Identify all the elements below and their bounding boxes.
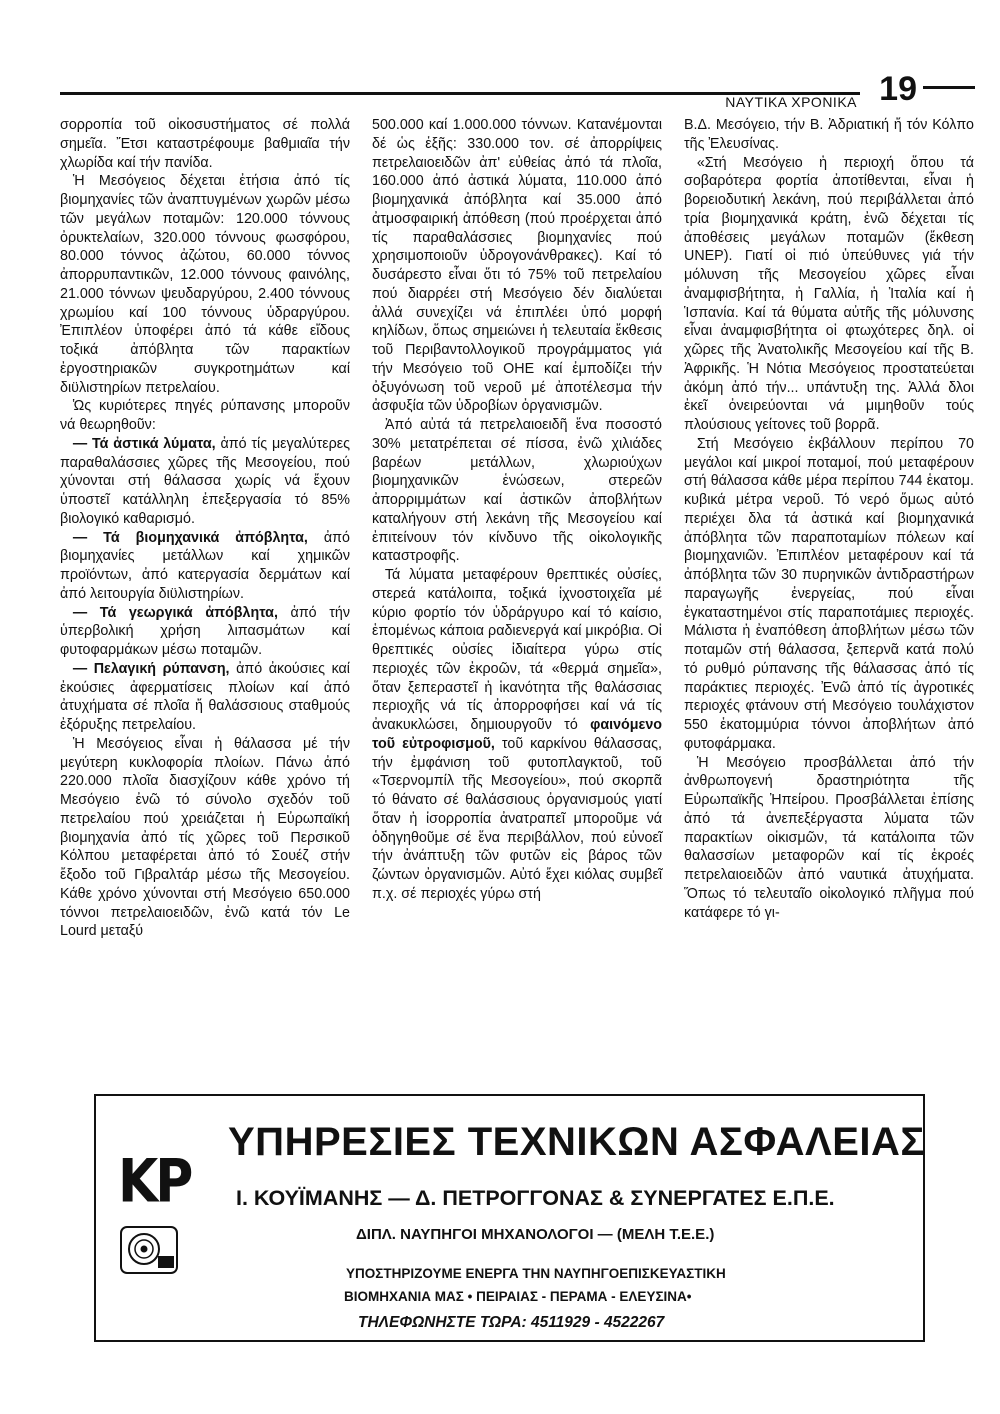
advertisement-box [94,1094,925,1342]
paragraph [60,435,350,529]
paragraph [60,604,350,660]
paragraph: Ἡ Μεσόγειος δέχεται ἐτήσια ἀπό τίς βιομηχανίες τῶν ἀναπτυγμένων χωρῶν μέσω τῶν μεγάλων ποταμῶν: 120.000 τόννους ὀρυκτελαίων, 320.000 τόννους φωσφόρου, 80.000 τόννος ἀζώτου, 60.000 τόννος ἀπορρυπαντικῶν, 12.000 τόννους φαινόλης, 21.000 τόννων ψευδαργύρου, 2.400 τόννους χρωμίου καί 100 τόννους ὑδραργύρου. Ἐπιπλέον ὑποφέρει ἀπό τά κάθε εἴδους τοξικά ἀπόβλητα τῶν παρακτίων ἐργοστηριακῶν συγκροτημάτων καί διϋλιστηρίων πετρελαίου. [60,173,350,396]
paragraph-text: τοῦ καρκίνου θάλασσας, τήν ἐμφάνιση τοῦ φυτοπλαγκτοῦ, τοῦ «Τσερνομπίλ τῆς Μεσογείου», πού σκορπᾶ τό θάνατο σέ θαλάσσιους ὀργανισμούς γιατί ὅταν ἡ ἰσορροπία ἀνατραπεῖ μποροῦμε νά ὁδηγηθοῦμε σέ ἕνα περιβάλλον, πού εὐνοεῖ τήν ἀνάπτυξη τῶν φυτῶν εἰς βάρος τῶν ζώντων ὀργανισμῶν. Αὐτό ἔχει κιόλας συμβεῖ π.χ. σέ περιοχές γύρω στή [372,735,663,902]
bold-lead: — Τά βιομηχανικά ἀπόβλητα, [72,529,308,546]
paragraph: Ὡς κυριότερες πηγές ρύπανσης μποροῦν νά θεωρηθοῦν: [60,398,350,433]
paragraph: σορροπία τοῦ οἰκοσυστήματος σέ πολλά σημεῖα. Ἔτσι καταστρέφουμε βαθμιαῖα τήν χλωρίδα καί τήν πανίδα. [60,117,350,171]
paragraph: «Στή Μεσόγειο ἡ περιοχή ὅπου τά σοβαρότερα φορτία ἀποτίθενται, εἶναι ἡ βορειοδυτική λεκάνη, πού περιβάλλεται ἀπό τρία βιομηχανικά κράτη, ἐνῶ δέχεται τίς ἀποθέσεις μεγάλων ποταμῶν (ἔκθεση UNEP). Γιατί οἱ πιό ὑπεύθυνες γιά τήν μόλυνση τῆς Μεσογείου χῶρες εἶναι ἀναμφισβήτητα, ἡ Γαλλία, ἡ Ἰταλία καί ἡ Ἱσπανία. Καί τά θύματα αὐτῆς τῆς μόλυνσης εἶναι ἀναμφισβήτητα οἱ φτωχότερες δηλ. οἱ χῶρες τῆς Ἀνατολικῆς Μεσογείου καί τῆς Β. Ἀφρικῆς. Ἡ Νότια Μεσόγειος προστατεύεται ἀκόμη ἀπό τήν... υπάντυξη της. Ἀλλά δλοι ἐκεῖ ὀνειρεύονται νά μιμηθοῦν τούς πλούσιους γείτονες τοῦ βορρᾶ. [684,154,974,433]
company-logo: ΚΡ [118,1147,191,1217]
bold-lead: — Πελαγική ρύπανση, [72,660,230,677]
bold-lead: — Τά γεωργικά ἀπόβλητα, [72,604,278,621]
paragraph: 500.000 καί 1.000.000 τόννων. Κατανέμονται δέ ὡς ἑξῆς: 330.000 τον. σέ ἀπορρίψεις πετρελαιοειδῶν ἀπ' εὐθείας ἀπό τά πλοῖα, 160.000 ἀπό ἀστικά λύματα, 110.000 ἀπό βιομηχανικά ἀπόβλητα καί 35.000 ἀπό ἀτμοσφαιρική ἀπόθεση (πού προέρχεται ἀπό τίς παραθαλάσσιες βιομηχανίες πού χρησιμοποιοῦν ὑδρογονάνθρακες). Καί τό δυσάρεστο εἶναι ὅτι τό 75% τοῦ πετρελαίου πού διαρρέει στή Μεσόγειο δέν διαλύεται ἀλλά συνεχίζει νά ἐπιπλέει ὑπό μορφή κηλίδων, ὅπως σημειώνει ἡ τελευταία ἔκθεσις τοῦ Περιβαντολλογικοῦ προγράμματος γιά τήν Μεσόγειο τοῦ ΟΗΕ καί ἐμποδίζει τήν ὀξυγόνωση τοῦ νεροῦ μέ ἀποτέλεσμα τήν ἀσφυξία τῶν ὑδροβίων ὀργανισμῶν. [372,117,662,415]
ad-support-line: ΒΙΟΜΗΧΑΝΙΑ ΜΑΣ • ΠΕΙΡΑΙΑΣ - ΠΕΡΑΜΑ - ΕΛΕΥΣΙΝΑ• [344,1289,692,1304]
paragraph [60,529,350,604]
bold-lead: — Τά ἀστικά λύματα, [72,435,216,452]
paragraph: Ἡ Μεσόγειος εἶναι ἡ θάλασσα μέ τήν μεγύτερη κυκλοφορία πλοίων. Πάνω ἀπό 220.000 πλοῖα διασχίζουν κάθε χρόνο τή Μεσόγειο ἐνῶ τό σύνολο σχεδόν τοῦ πετρελαίου πού χρειάζεται ἡ Εὐρωπαϊκή βιομηχανία ἀπό τίς χῶρες τοῦ Περσικοῦ Κόλπου μεταφέρεται ἀπό τό Σουέζ στήν ἔξοδο τοῦ Γιβραλτάρ μέσω τῆς Μεσογείου. Κάθε χρόνο χύνονται στή Μεσόγειο 650.000 τόννοι πετρελαιοειδῶν, ἐνῶ κατά τόν Le Lourd μεταξύ [60,735,350,940]
paragraph-text: Τά λύματα μεταφέρουν θρεπτικές οὐσίες, στερεά κατάλοιπα, τοξικά ἰχνοστοιχεῖα μέ κύριο φορτίο τόν ὑδράργυρο καί τό καίσιο, ἑπομένως κάποια ραδιενεργά καί μικρόβια. Οἱ θρεπτικές οὐσίες ἰδιαίτερα γύρω στίς περιοχές τῶν ἐκροῶν, τά «θερμά σημεῖα», ὅταν ξεπεραστεῖ ἡ ἱκανότητα τῆς θαλάσσιας περιοχῆς νά τίς ἀπορροφήσει καί νά τίς ἀνακυκλώσει, δημιουργοῦν τό [372,567,662,733]
section-title: ΝΑΥΤΙΚΑ ΧΡΟΝΙΚΑ [725,94,857,110]
header-rule-right [923,86,975,89]
paragraph [372,566,662,904]
paragraph-text: ἀπό βιομηχανίες μετάλλων καί χημικῶν προϊόντων, ἀπό κατεργασία δερμάτων καί ἀπό λειτουργία διϋλιστηρίων. [60,529,350,602]
ad-title: ΥΠΗΡΕΣΙΕΣ ΤΕΧΝΙΚΩΝ ΑΣΦΑΛΕΙΑΣ [228,1120,925,1164]
ad-phone: ΤΗΛΕΦΩΝΗΣΤΕ ΤΩΡΑ: 4511929 - 4522267 [358,1314,665,1331]
bold-term: φαινόμενο τοῦ εὐτροφισμοῦ, [372,717,662,752]
column-3 [684,116,974,922]
page-number: 19 [879,70,917,108]
paragraph-text: ἀπό ἀκούσιες καί ἐκούσιες ἀφερματίσεις πλοίων καί ἀπό ἀτυχήματα σέ πλοῖα ἤ θαλάσσιους σταθμούς ἐξόρυξης πετρελαίου. [60,660,350,733]
page-header [60,68,975,116]
paragraph-text: ἀπό τίς μεγαλύτερες παραθαλάσσιες χῶρες τῆς Μεσογείου, πού χύνονται στή θάλασσα χωρίς νά ἔχουν ὑποστεῖ κατάλληλη ἐπεξεργασία τό 85% βιολογικό καθαρισμό. [60,435,351,527]
paragraph: Στή Μεσόγειο ἐκβάλλουν περίπου 70 μεγάλοι καί μικροί ποταμοί, πού μεταφέρουν στή θάλασσα κάθε μέρα περίπου 744 ἑκατομ. κυβικά μέτρα νεροῦ. Τό νερό ὅμως αὐτό περιέχει δλα τά ἀστικά καί βιομηχανικά ἀπόβλητα τῶν παραποταμίων πόλεων καί βιομηχανιῶν. Ἐπιπλέον μεταφέρουν καί τά ἀπόβλητα τῶν 30 πυρηνικῶν ἀντιδραστήρων παραγωγῆς ἐνεργείας, πού εἶναι ἐγκαταστημένοι στίς παραποτάμιες περιοχές. Μάλιστα ἡ ἐναπόθεση ἀποβλήτων μέσω τῶν ποταμῶν στή θάλασσα, ξεπερνᾶ κατά πολύ τό ρυθμό ρύπανσης τῆς θάλασσας ἀπό τίς παράκτιες περιοχές. Ἐνῶ ἀπό τίς ἀγροτικές περιοχές φτάνουν στή Μεσόγειο τουλάχιστον 550 ἑκατομμύρια τόννοι ἀποβλήτων ἀπό φυτοφάρμακα. [684,435,974,752]
paragraph [60,660,350,735]
column-1 [60,116,350,941]
paragraph: Ἡ Μεσόγειο προσβάλλεται ἀπό τήν ἀνθρωπογενή δραστηριότητα τῆς Εὐρωπαϊκῆς Ἠπείρου. Προσβάλλεται ἐπίσης ἀπό τά ἀνεπεξέργαστα λύματα τῶν παρακτίων οἰκισμῶν, τά κατάλοιπα τῶν θαλασσίων μεταφορῶν καί τίς ἐκροές πετρελαιοειδῶν ἀπό ναυτικά ἀτυχήματα. Ὅπως τό τελευταῖο οἰκολογικό πλῆγμα πού κατάφερε τό γι- [684,754,974,921]
emblem-icon [120,1226,178,1274]
ad-company-names: Ι. ΚΟΥΪΜΑΝΗΣ — Δ. ΠΕΤΡΟΓΓΟΝΑΣ & ΣΥΝΕΡΓΑΤΕΣ Ε.Π.Ε. [236,1186,835,1210]
ad-qualification: ΔΙΠΛ. ΝΑΥΠΗΓΟΙ ΜΗΧΑΝΟΛΟΓΟΙ — (ΜΕΛΗ Τ.Ε.Ε.) [356,1226,715,1243]
paragraph-text: ἀπό τήν ὑπερβολική χρήση λιπασμάτων καί φυτοφαρμάκων μέσω ποταμῶν. [60,604,350,658]
ad-support-line: ΥΠΟΣΤΗΡΙΖΟΥΜΕ ΕΝΕΡΓΑ ΤΗΝ ΝΑΥΠΗΓΟΕΠΙΣΚΕΥΑΣΤΙΚΗ [346,1266,726,1281]
column-2 [372,116,662,904]
paragraph: Β.Δ. Μεσόγειο, τήν Β. Ἀδριατική ἤ τόν Κόλπο τῆς Ἐλευσίνας. [684,117,974,152]
article-body [60,116,975,1076]
paragraph: Ἀπό αὐτά τά πετρελαιοειδῆ ἕνα ποσοστό 30% μετατρέπεται σέ πίσσα, ἐνῶ χιλιάδες βαρέων μετάλλων, χλωριούχων βιομηχανικῶν ἑνώσεων, στερεῶν ἀπορριμμάτων καί ἀστικῶν ἀποβλήτων καταλήγουν στή λεκάνη τῆς Μεσογείου καί ἐπιτείνουν τόν κίνδυνο τῆς οἰκολογικῆς καταστροφῆς. [372,417,662,565]
